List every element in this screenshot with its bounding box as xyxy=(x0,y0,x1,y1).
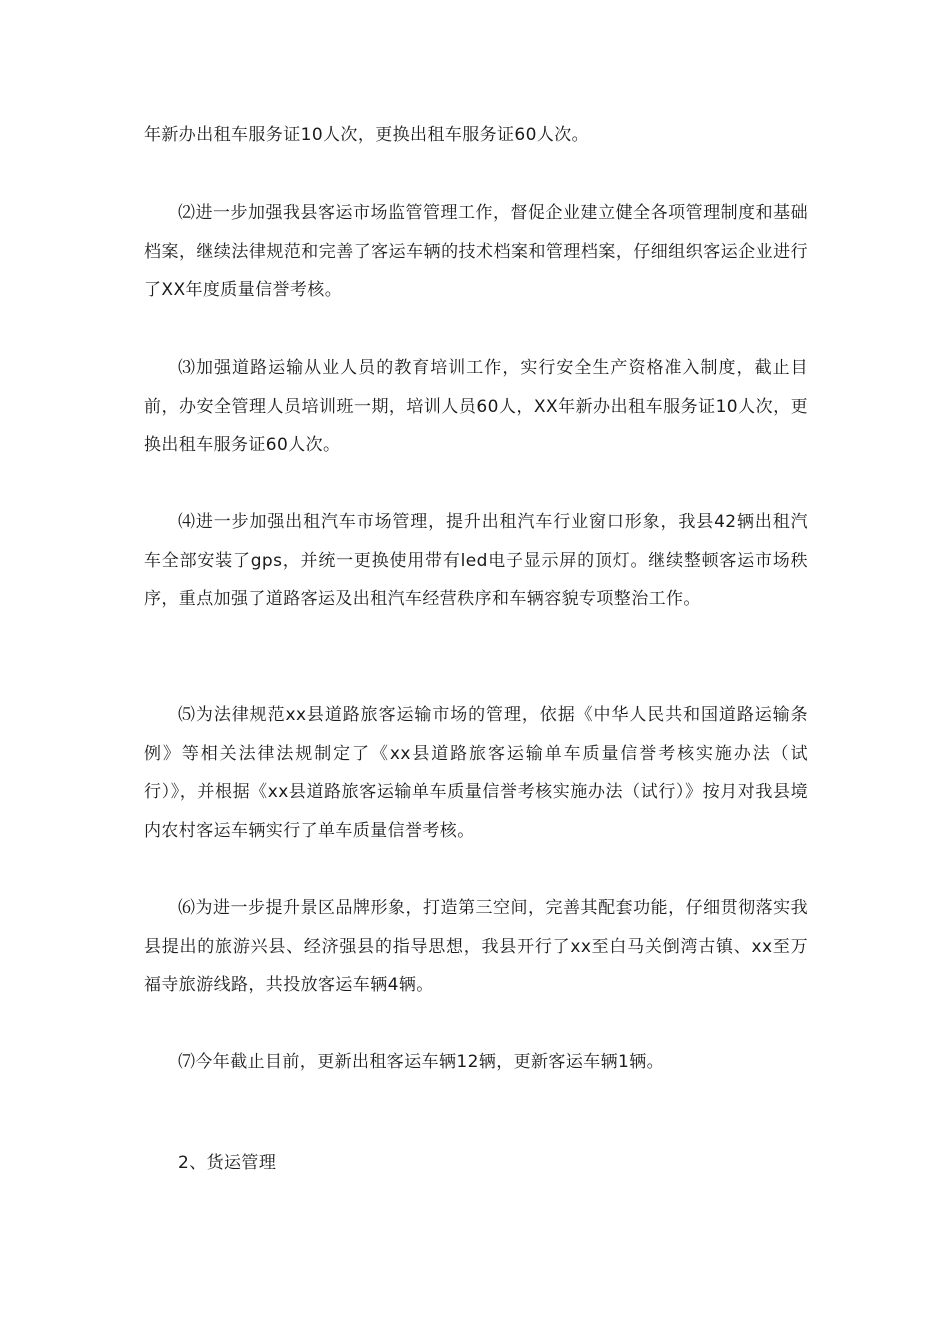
paragraph-item-5: ⑸为法律规范xx县道路旅客运输市场的管理，依据《中华人民共和国道路运输条例》等相关法律法规制定了《xx县道路旅客运输单车质量信誉考核实施办法（试行）》，并根据《xx县道路旅客运输单车质量信誉考核实施办法（试行）》按月对我县境内农村客运车辆实行了单车质量信誉考核。 xyxy=(144,705,808,841)
paragraph-item-4: ⑷进一步加强出租汽车市场管理，提升出租汽车行业窗口形象，我县42辆出租汽车全部安装了gps，并统一更换使用带有led电子显示屏的顶灯。继续整顿客运市场秩序，重点加强了道路客运及出租汽车经营秩序和车辆容貌专项整治工作。 xyxy=(144,512,808,609)
paragraph-continuation: 年新办出租车服务证10人次，更换出租车服务证60人次。 xyxy=(144,125,590,145)
section-heading-freight: 2、货运管理 xyxy=(178,1153,277,1173)
paragraph-item-2: ⑵进一步加强我县客运市场监管管理工作，督促企业建立健全各项管理制度和基础档案，继续法律规范和完善了客运车辆的技术档案和管理档案，仔细组织客运企业进行了XX年度质量信誉考核。 xyxy=(144,203,808,300)
paragraph-item-6: ⑹为进一步提升景区品牌形象，打造第三空间，完善其配套功能，仔细贯彻落实我县提出的旅游兴县、经济强县的指导思想，我县开行了xx至白马关倒湾古镇、xx至万福寺旅游线路，共投放客运车辆4辆。 xyxy=(144,898,808,995)
paragraph-item-3: ⑶加强道路运输从业人员的教育培训工作，实行安全生产资格准入制度，截止目前，办安全管理人员培训班一期，培训人员60人，XX年新办出租车服务证10人次，更换出租车服务证60人次。 xyxy=(144,358,808,455)
paragraph-item-7: ⑺今年截止目前，更新出租客运车辆12辆，更新客运车辆1辆。 xyxy=(178,1052,665,1072)
